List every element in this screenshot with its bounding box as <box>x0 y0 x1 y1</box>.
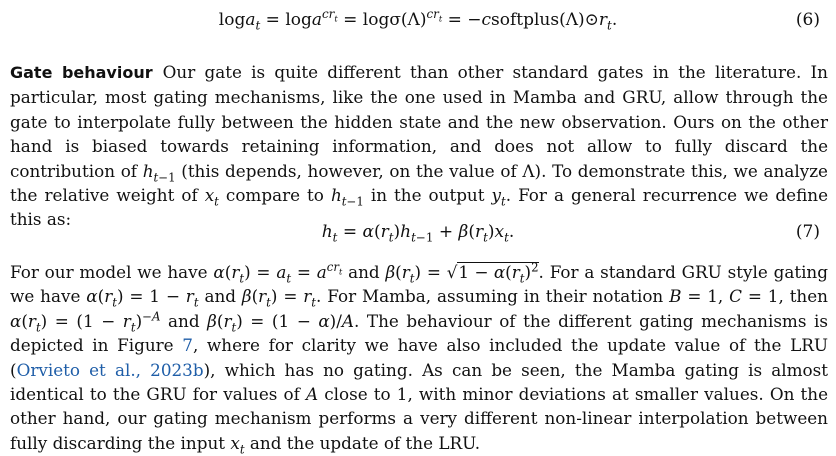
paragraph-text: . For a standard GRU style gating we have <box>10 262 828 307</box>
paragraph-text: . The behaviour of the different gating mechanisms is depicted in Figure <box>10 310 828 356</box>
paragraph-text: close to 1, with minor deviations at smaller values. On the other hand, our gating mechanism performs a very different non-linear interpolation between fully discarding the input <box>10 384 828 453</box>
citation-link[interactable]: Orvieto et al., 2023b <box>16 359 204 380</box>
paragraph-text: compare to <box>225 185 324 206</box>
paragraph-text: (this depends, however, on the value of Λ). To demonstrate this, we analyze the relative weight of <box>10 160 828 206</box>
paragraph-text: , then <box>778 286 828 307</box>
paragraph-text: and <box>204 286 236 307</box>
equation-7 <box>0 216 836 248</box>
figure-link[interactable]: 7 <box>182 335 193 356</box>
equation-6 <box>0 4 836 36</box>
gating-comparison-paragraph: For our model we have $\alpha(r_t) = a_t = a^{cr_t}$ and $\beta(r_t) = √1 - \alpha(r_t)^2$. For a standard GRU style gating we have $\alpha(r_t) = 1 - r_t$ and $\beta(r_t) = r_t$. For Mamba, assuming in their notation B = 1, C = 1, then $\alpha(r_t) = (1 - r_t)^{-A}$ and $\beta(r_t) = (1 - \alpha)/A$. The behaviour of the different gating mechanisms is depicted in Figure 7, where for clarity we have also included the update value of the LRU (Orvieto et al., 2023b), which has no gating. As can be seen, the Mamba gating is almost identical to the GRU for values of A close to 1, with minor deviations at smaller values. On the other hand, our gating mechanism performs a very different non-linear interpolation between fully discarding the input $x_t$ and the update of the LRU. <box>10 260 828 456</box>
section-heading: Gate behaviour <box>10 63 153 82</box>
equation-6-number: (6) <box>795 10 820 30</box>
paragraph-text: ), which has no gating. As can be seen, the Mamba gating is almost identical to the GRU for values of <box>10 359 828 405</box>
gate-behaviour-paragraph: Gate behaviour Our gate is quite different than other standard gates in the literature. In particular, most gating mechanisms, like the one used in Mamba and GRU, allow through the gate to interpolate fully between the hidden state and the new observation. Ours on the other hand is biased towards retaining information, and does not allow to fully discard the contribution of $h_{t-1}$ (this depends, however, on the value of Λ). To demonstrate this, we analyze the relative weight of $x_t$ compare to $h_{t-1}$ in the output $y_t$. For a general recurrence we define this as: <box>10 62 829 230</box>
paragraph-text: . For Mamba, assuming in their notation <box>316 286 664 307</box>
equation-7-number: (7) <box>795 222 820 242</box>
equation-6-body: $\log a_t = \log a^{cr_t} = \log\sigma(\Lambda)^{cr_t}$ = $-csoftplus(\Lambda)⊙r_t$. <box>218 7 618 33</box>
paragraph-text: For our model we have <box>10 262 208 282</box>
paragraph-text: . For a general recurrence we define this as: <box>10 185 829 230</box>
paragraph-text: and the update of the LRU. <box>249 432 481 453</box>
equation-7-body: $h_t = \alpha(r_t)h_{t-1} + \beta(r_t)x_t$. <box>321 222 515 245</box>
paragraph-text: Our gate is quite different than other standard gates in the literature. In particular, most gating mechanisms, like the one used in Mamba and GRU, allow through the gate to interpolate fully between the hidden state and the new observation. Ours on the other hand is biased towards retaining information, and does not allow to fully discard the contribution of <box>10 62 828 181</box>
paragraph-text: and <box>168 310 200 331</box>
paragraph-text: and <box>348 262 380 282</box>
paragraph-text: in the output <box>370 185 485 206</box>
paragraph-text: , where for clarity we have also included the update value of the LRU ( <box>10 335 828 380</box>
